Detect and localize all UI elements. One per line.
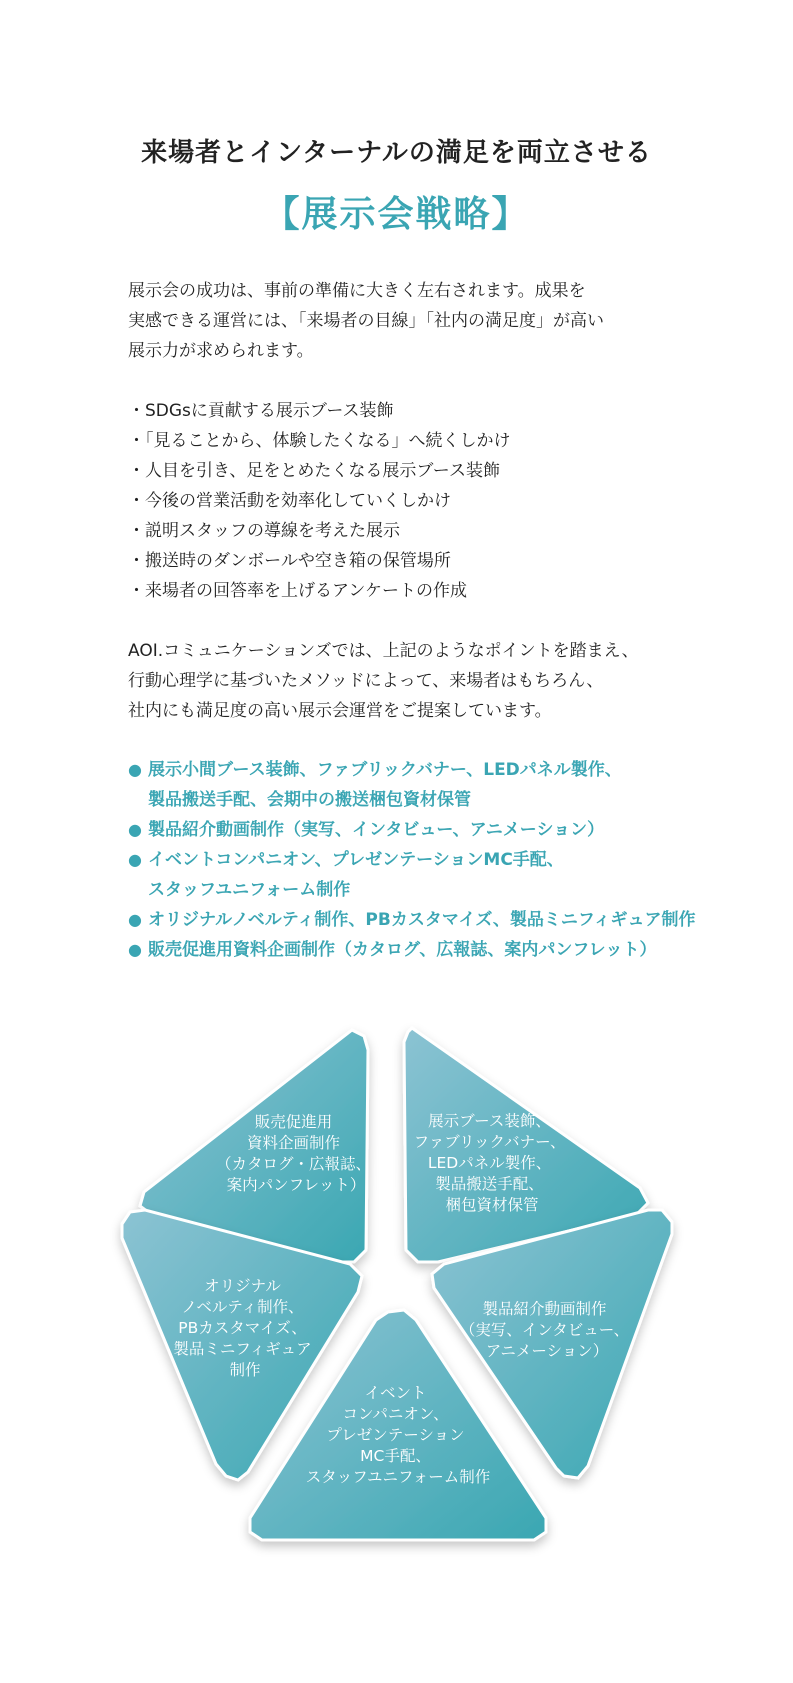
segment-text-line: （カタログ・広報誌、 <box>216 1155 372 1173</box>
service-item <box>128 845 748 905</box>
segment-text-line: 展示ブース装飾、 <box>428 1112 551 1130</box>
segment-text-line: 案内パンフレット） <box>226 1176 366 1194</box>
point-item: ・来場者の回答率を上げるアンケートの作成 <box>128 581 467 601</box>
intro-line: 展示力が求められます。 <box>128 341 314 361</box>
segment-text-line: 製品紹介動画制作 <box>482 1300 607 1318</box>
service-list <box>128 755 748 965</box>
segment-text-line: アニメーション） <box>485 1342 609 1360</box>
point-item: ・人目を引き、足をとめたくなる展示ブース装飾 <box>128 461 500 481</box>
service-line: 販売促進用資料企画制作（カタログ、広報誌、案内パンフレット） <box>148 940 657 960</box>
bullet-dot-icon: ● <box>128 850 142 869</box>
service-item <box>128 815 748 845</box>
segment-text-line: LEDパネル製作、 <box>427 1154 552 1172</box>
segment-text-line: MC手配、 <box>360 1447 431 1465</box>
segment-text-line: 制作 <box>229 1361 261 1379</box>
intro-line: 展示会の成功は、事前の準備に大きく左右されます。成果を <box>128 281 586 301</box>
point-item: ・搬送時のダンボールや空き箱の保管場所 <box>128 551 451 571</box>
segment-text-line: 製品ミニフィギュア <box>173 1340 312 1358</box>
point-item: ・「見ることから、体験したくなる」へ続くしかけ <box>128 431 511 451</box>
point-item: ・今後の営業活動を効率化していくしかけ <box>128 491 451 511</box>
outro-line: AOI.コミュニケーションズでは、上記のようなポイントを踏まえ、 <box>128 641 639 661</box>
bullet-dot-icon: ● <box>128 910 142 929</box>
service-pentagon-diagram <box>0 1020 793 1580</box>
segment-text-line: PBカスタマイズ、 <box>178 1319 307 1337</box>
segment-text-line: プレゼンテーション <box>326 1426 465 1444</box>
point-list <box>128 396 688 606</box>
segment-text-line: 製品搬送手配、 <box>435 1175 544 1193</box>
outro-line: 社内にも満足度の高い展示会運営をご提案しています。 <box>128 701 552 721</box>
intro-paragraph <box>128 276 688 366</box>
segment-text-line: 梱包資材保管 <box>445 1196 539 1214</box>
bullet-dot-icon: ● <box>128 760 142 779</box>
page-title: 来場者とインターナルの満足を両立させる <box>141 138 652 168</box>
intro-line: 実感できる運営には、「来場者の目線」「社内の満足度」が高い <box>128 311 604 331</box>
outro-line: 行動心理学に基づいたメソッドによって、来場者はもちろん、 <box>128 671 604 691</box>
segment-text-line: ファブリックバナー、 <box>413 1133 566 1151</box>
service-line: イベントコンパニオン、プレゼンテーションMC手配、 <box>148 850 564 870</box>
bullet-dot-icon: ● <box>128 820 142 839</box>
service-item <box>128 935 748 965</box>
segment-text-line: スタッフユニフォーム制作 <box>305 1468 491 1486</box>
service-item <box>128 755 748 815</box>
segment-text-line: （実写、インタビュー、 <box>459 1321 630 1339</box>
point-item: ・説明スタッフの導線を考えた展示 <box>128 521 400 541</box>
bullet-dot-icon: ● <box>128 940 142 959</box>
segment-text-line: 資料企画制作 <box>247 1134 341 1152</box>
segment-text-line: ノベルティ制作、 <box>181 1298 304 1316</box>
service-line: 展示小間ブース装飾、ファブリックバナー、LEDパネル製作、 <box>148 760 622 780</box>
service-line: 製品搬送手配、会期中の搬送梱包資材保管 <box>148 790 471 810</box>
service-item <box>128 905 748 935</box>
service-line: スタッフユニフォーム制作 <box>148 880 351 900</box>
svg-text:製品紹介動画制作 （実写、インタビュー、 <box>460 1300 634 1360</box>
segment-text-line: コンパニオン、 <box>342 1405 449 1423</box>
segment-text-line: オリジナル <box>204 1277 281 1295</box>
point-item: ・SDGsに貢献する展示ブース装飾 <box>128 401 394 421</box>
page-subtitle: 【展示会戦略】 <box>263 194 530 235</box>
service-line: 製品紹介動画制作（実写、インタビュー、アニメーション） <box>148 820 605 840</box>
segment-text-line: 販売促進用 <box>254 1113 333 1131</box>
segment-text-line: イベント <box>364 1384 427 1402</box>
service-line: オリジナルノベルティ制作、PBカスタマイズ、製品ミニフィギュア制作 <box>148 910 696 930</box>
outro-paragraph <box>128 636 708 726</box>
